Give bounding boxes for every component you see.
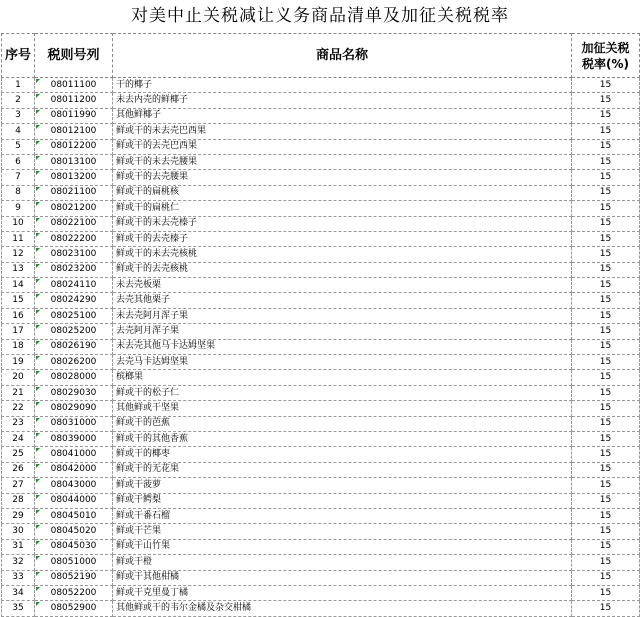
cell-seq[interactable]: 34 <box>2 585 35 600</box>
document-title: 对美中止关税减让义务商品清单及加征关税税率 <box>131 6 509 26</box>
cell-name[interactable]: 鲜或干的未去壳腰果 <box>113 154 572 169</box>
header-code[interactable]: 税则号列 <box>35 34 113 78</box>
cell-code[interactable]: 08052200 <box>35 585 113 600</box>
cell-seq[interactable]: 4 <box>2 124 35 139</box>
cell-code[interactable]: 08025200 <box>35 324 113 339</box>
cell-seq[interactable]: 2 <box>2 93 35 108</box>
cell-seq[interactable]: 30 <box>2 524 35 539</box>
cell-name[interactable]: 鲜或干的去壳榛子 <box>113 231 572 246</box>
cell-name[interactable]: 其他鲜椰子 <box>113 108 572 123</box>
cell-rate[interactable]: 15 <box>572 231 640 246</box>
table-row <box>2 355 640 370</box>
cell-rate[interactable]: 15 <box>572 201 640 216</box>
cell-rate[interactable]: 15 <box>572 601 640 616</box>
table-row <box>2 462 640 477</box>
cell-rate[interactable]: 15 <box>572 524 640 539</box>
cell-seq[interactable]: 18 <box>2 339 35 354</box>
cell-rate[interactable]: 15 <box>572 585 640 600</box>
table-row <box>2 308 640 323</box>
cell-seq[interactable]: 8 <box>2 185 35 200</box>
cell-code[interactable]: 08026200 <box>35 355 113 370</box>
cell-seq[interactable]: 14 <box>2 278 35 293</box>
cell-code[interactable]: 08025100 <box>35 308 113 323</box>
header-rate-line1: 加征关税 <box>581 40 630 55</box>
cell-code[interactable]: 08012200 <box>35 139 113 154</box>
cell-name[interactable]: 去壳马卡达姆坚果 <box>113 355 572 370</box>
cell-rate[interactable]: 15 <box>572 431 640 446</box>
cell-name[interactable]: 鲜或干鳄梨 <box>113 493 572 508</box>
table-row <box>2 93 640 108</box>
cell-seq[interactable]: 11 <box>2 231 35 246</box>
cell-code[interactable]: 08042000 <box>35 462 113 477</box>
cell-name[interactable]: 干的椰子 <box>113 78 572 93</box>
table-row <box>2 231 640 246</box>
cell-name[interactable]: 槟榔果 <box>113 370 572 385</box>
cell-seq[interactable]: 19 <box>2 355 35 370</box>
cell-rate[interactable]: 15 <box>572 370 640 385</box>
cell-name[interactable]: 鲜或干番石榴 <box>113 508 572 523</box>
cell-rate[interactable]: 15 <box>572 154 640 169</box>
cell-code[interactable]: 08023200 <box>35 262 113 277</box>
cell-seq[interactable]: 16 <box>2 308 35 323</box>
table-row <box>2 401 640 416</box>
cell-seq[interactable]: 17 <box>2 324 35 339</box>
cell-name[interactable]: 鲜或干芒果 <box>113 524 572 539</box>
cell-seq[interactable]: 35 <box>2 601 35 616</box>
cell-name[interactable]: 鲜或干的未去壳榛子 <box>113 216 572 231</box>
cell-code[interactable]: 08041000 <box>35 447 113 462</box>
cell-rate[interactable]: 15 <box>572 293 640 308</box>
table-row <box>2 262 640 277</box>
cell-rate[interactable]: 15 <box>572 247 640 262</box>
table-row <box>2 570 640 585</box>
cell-rate[interactable]: 15 <box>572 93 640 108</box>
cell-rate[interactable]: 15 <box>572 139 640 154</box>
table-row <box>2 431 640 446</box>
table-row <box>2 278 640 293</box>
cell-code[interactable]: 08031000 <box>35 416 113 431</box>
cell-code[interactable]: 08026190 <box>35 339 113 354</box>
table-row <box>2 247 640 262</box>
cell-rate[interactable]: 15 <box>572 170 640 185</box>
cell-code[interactable]: 08023100 <box>35 247 113 262</box>
cell-seq[interactable]: 21 <box>2 385 35 400</box>
cell-rate[interactable]: 15 <box>572 78 640 93</box>
cell-code[interactable]: 08045030 <box>35 539 113 554</box>
table-row <box>2 447 640 462</box>
cell-name[interactable]: 鲜或干山竹果 <box>113 539 572 554</box>
cell-rate[interactable]: 15 <box>572 278 640 293</box>
cell-seq[interactable]: 23 <box>2 416 35 431</box>
cell-code[interactable]: 08011100 <box>35 78 113 93</box>
cell-name[interactable]: 鲜或干菠萝 <box>113 478 572 493</box>
table-row <box>2 185 640 200</box>
cell-seq[interactable]: 7 <box>2 170 35 185</box>
table-row <box>2 154 640 169</box>
table-row <box>2 416 640 431</box>
cell-rate[interactable]: 15 <box>572 216 640 231</box>
cell-seq[interactable]: 24 <box>2 431 35 446</box>
table-row <box>2 216 640 231</box>
cell-seq[interactable]: 13 <box>2 262 35 277</box>
cell-name[interactable]: 其他鲜或干的韦尔金橘及杂交柑橘 <box>113 601 572 616</box>
table-row <box>2 539 640 554</box>
cell-rate[interactable]: 15 <box>572 262 640 277</box>
cell-name[interactable]: 去壳阿月浑子果 <box>113 324 572 339</box>
cell-code[interactable]: 08024110 <box>35 278 113 293</box>
cell-name[interactable]: 鲜或干的其他香蕉 <box>113 431 572 446</box>
cell-name[interactable]: 未去壳阿月浑子果 <box>113 308 572 323</box>
cell-rate[interactable]: 15 <box>572 447 640 462</box>
cell-name[interactable]: 鲜或干的去壳巴西果 <box>113 139 572 154</box>
table-row <box>2 339 640 354</box>
cell-rate[interactable]: 15 <box>572 462 640 477</box>
cell-name[interactable]: 鲜或干克里曼丁橘 <box>113 585 572 600</box>
cell-name[interactable]: 鲜或干橙 <box>113 555 572 570</box>
cell-rate[interactable]: 15 <box>572 385 640 400</box>
cell-seq[interactable]: 26 <box>2 462 35 477</box>
table-row <box>2 201 640 216</box>
cell-code[interactable]: 08052900 <box>35 601 113 616</box>
cell-name[interactable]: 鲜或干的芭蕉 <box>113 416 572 431</box>
cell-code[interactable]: 08039000 <box>35 431 113 446</box>
cell-code[interactable]: 08052190 <box>35 570 113 585</box>
table-row <box>2 555 640 570</box>
cell-rate[interactable]: 15 <box>572 478 640 493</box>
table-row <box>2 478 640 493</box>
cell-code[interactable]: 08011200 <box>35 93 113 108</box>
cell-seq[interactable]: 9 <box>2 201 35 216</box>
table-row <box>2 524 640 539</box>
cell-name[interactable]: 鲜或干的去壳核桃 <box>113 262 572 277</box>
header-seq[interactable]: 序号 <box>2 34 35 78</box>
table-row <box>2 324 640 339</box>
cell-code[interactable]: 08021100 <box>35 185 113 200</box>
cell-name[interactable]: 鲜或干其他柑橘 <box>113 570 572 585</box>
header-name[interactable]: 商品名称 <box>113 34 572 78</box>
cell-name[interactable]: 鲜或干的松子仁 <box>113 385 572 400</box>
cell-code[interactable]: 08044000 <box>35 493 113 508</box>
cell-seq[interactable]: 32 <box>2 555 35 570</box>
cell-name[interactable]: 鲜或干的扁桃仁 <box>113 201 572 216</box>
cell-rate[interactable]: 15 <box>572 124 640 139</box>
cell-code[interactable]: 08022100 <box>35 216 113 231</box>
cell-name[interactable]: 鲜或干的无花果 <box>113 462 572 477</box>
cell-rate[interactable]: 15 <box>572 324 640 339</box>
table-row <box>2 78 640 93</box>
cell-seq[interactable]: 22 <box>2 401 35 416</box>
cell-code[interactable]: 08011990 <box>35 108 113 123</box>
table-row <box>2 493 640 508</box>
cell-code[interactable]: 08029030 <box>35 385 113 400</box>
cell-name[interactable]: 其他鲜或干坚果 <box>113 401 572 416</box>
table-row <box>2 585 640 600</box>
cell-seq[interactable]: 28 <box>2 493 35 508</box>
cell-seq[interactable]: 3 <box>2 108 35 123</box>
cell-name[interactable]: 未去壳其他马卡达姆坚果 <box>113 339 572 354</box>
cell-rate[interactable]: 15 <box>572 339 640 354</box>
cell-rate[interactable]: 15 <box>572 555 640 570</box>
cell-seq[interactable]: 20 <box>2 370 35 385</box>
header-rate-line2: 税率(%) <box>582 56 629 71</box>
cell-rate[interactable]: 15 <box>572 508 640 523</box>
tariff-table <box>1 33 640 617</box>
cell-rate[interactable]: 15 <box>572 185 640 200</box>
cell-rate[interactable]: 15 <box>572 539 640 554</box>
cell-rate[interactable]: 15 <box>572 416 640 431</box>
table-header-row <box>2 34 640 78</box>
table-row <box>2 124 640 139</box>
cell-name[interactable]: 鲜或干的未去壳巴西果 <box>113 124 572 139</box>
cell-rate[interactable]: 15 <box>572 308 640 323</box>
cell-rate[interactable]: 15 <box>572 570 640 585</box>
cell-seq[interactable]: 25 <box>2 447 35 462</box>
cell-seq[interactable]: 27 <box>2 478 35 493</box>
cell-name[interactable]: 去壳其他栗子 <box>113 293 572 308</box>
cell-code[interactable]: 08045020 <box>35 524 113 539</box>
cell-name[interactable]: 未去壳板栗 <box>113 278 572 293</box>
cell-seq[interactable]: 10 <box>2 216 35 231</box>
cell-seq[interactable]: 12 <box>2 247 35 262</box>
cell-code[interactable]: 08029090 <box>35 401 113 416</box>
cell-rate[interactable]: 15 <box>572 401 640 416</box>
table-row <box>2 170 640 185</box>
cell-seq[interactable]: 6 <box>2 154 35 169</box>
cell-code[interactable]: 08051000 <box>35 555 113 570</box>
cell-name[interactable]: 鲜或干的去壳腰果 <box>113 170 572 185</box>
cell-code[interactable]: 08045010 <box>35 508 113 523</box>
table-row <box>2 370 640 385</box>
cell-name[interactable]: 鲜或干的扁桃核 <box>113 185 572 200</box>
table-row <box>2 293 640 308</box>
cell-code[interactable]: 08028000 <box>35 370 113 385</box>
table-body <box>2 78 640 617</box>
cell-code[interactable]: 08043000 <box>35 478 113 493</box>
cell-seq[interactable]: 1 <box>2 78 35 93</box>
cell-rate[interactable]: 15 <box>572 108 640 123</box>
cell-seq[interactable]: 5 <box>2 139 35 154</box>
cell-seq[interactable]: 33 <box>2 570 35 585</box>
cell-code[interactable]: 08024290 <box>35 293 113 308</box>
cell-code[interactable]: 08013100 <box>35 154 113 169</box>
table-row <box>2 601 640 616</box>
cell-seq[interactable]: 31 <box>2 539 35 554</box>
cell-code[interactable]: 08021200 <box>35 201 113 216</box>
header-rate[interactable] <box>572 34 640 78</box>
table-row <box>2 108 640 123</box>
cell-rate[interactable]: 15 <box>572 355 640 370</box>
cell-code[interactable]: 08012100 <box>35 124 113 139</box>
cell-code[interactable]: 08013200 <box>35 170 113 185</box>
cell-name[interactable]: 鲜或干的椰枣 <box>113 447 572 462</box>
cell-seq[interactable]: 29 <box>2 508 35 523</box>
table-row <box>2 139 640 154</box>
cell-rate[interactable]: 15 <box>572 493 640 508</box>
table-row <box>2 508 640 523</box>
cell-name[interactable]: 鲜或干的未去壳核桃 <box>113 247 572 262</box>
table-row <box>2 385 640 400</box>
cell-name[interactable]: 未去内壳的鲜椰子 <box>113 93 572 108</box>
cell-seq[interactable]: 15 <box>2 293 35 308</box>
cell-code[interactable]: 08022200 <box>35 231 113 246</box>
